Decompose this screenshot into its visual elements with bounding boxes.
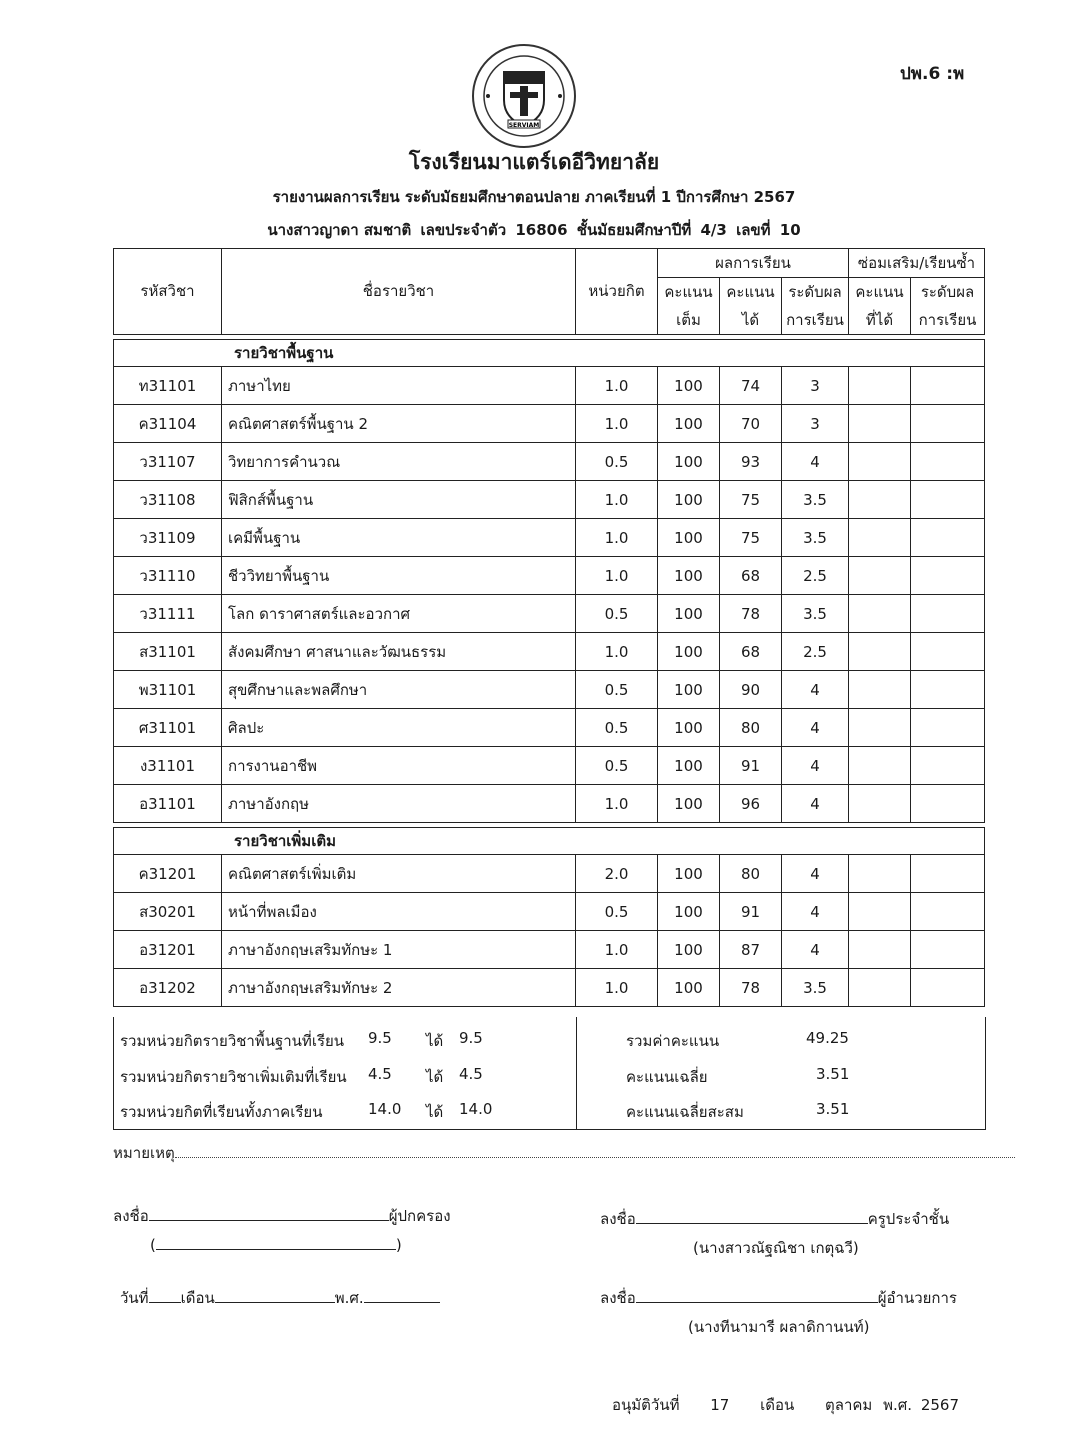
grade: 4 [782,893,849,931]
remedial-grade [911,855,985,893]
summary-gpa-label: คะแนนเฉลี่ย [626,1068,708,1086]
subject-code: ว31111 [114,595,222,633]
seal-motto: SERVIAM [508,122,540,129]
student-info [0,218,1068,242]
remedial-score [849,931,911,969]
subject-name: วิทยาการคำนวณ [222,443,576,481]
report-title: รายงานผลการเรียน ระดับมัธยมศึกษาตอนปลาย ภาคเรียนที่ 1 ปีการศึกษา 2567 [272,188,796,206]
score: 80 [720,855,782,893]
parent-sign-line [149,1204,389,1221]
remark-line [175,1145,1015,1158]
approval-month: ตุลาคม [825,1396,873,1414]
full-score: 100 [658,405,720,443]
director-signature [600,1286,957,1310]
subject-code: ค31104 [114,405,222,443]
table-row [114,855,985,893]
subject-name: ชีววิทยาพื้นฐาน [222,557,576,595]
grade: 4 [782,931,849,969]
table-row [114,443,985,481]
subject-name: เคมีพื้นฐาน [222,519,576,557]
score: 75 [720,519,782,557]
subject-code: ว31108 [114,481,222,519]
grade: 2.5 [782,633,849,671]
grade: 4 [782,709,849,747]
header-score-2: ได้ [720,306,782,335]
header-results: ผลการเรียน [658,249,849,278]
approval-date [612,1393,985,1417]
header-full-score: คะแนน [658,278,720,307]
remedial-grade [911,481,985,519]
grade: 2.5 [782,557,849,595]
full-score: 100 [658,969,720,1007]
credits: 1.0 [576,785,658,823]
parent-sign-label: ลงชื่อ [113,1207,149,1225]
date-blank [149,1286,181,1303]
summary-total-got-label: ได้ [426,1103,444,1121]
table-row [114,481,985,519]
summary-extra-studied: 4.5 [368,1065,392,1083]
header-grade: ระดับผล [782,278,849,307]
year-label: พ.ศ. [334,1289,364,1307]
summary-total-studied: 14.0 [368,1100,402,1118]
summary-gpa: 3.51 [816,1065,850,1083]
summary-cum-gpa: 3.51 [816,1100,850,1118]
score: 91 [720,893,782,931]
remedial-grade [911,709,985,747]
subject-code: ว31109 [114,519,222,557]
summary-extra-label: รวมหน่วยกิตรายวิชาเพิ่มเติมที่เรียน [120,1068,347,1086]
remedial-grade [911,595,985,633]
header-full-score-2: เต็ม [658,306,720,335]
grade: 4 [782,855,849,893]
table-row [114,747,985,785]
subject-code: ค31201 [114,855,222,893]
full-score: 100 [658,747,720,785]
score: 70 [720,405,782,443]
summary-points-label: รวมค่าคะแนน [626,1032,720,1050]
director-role: ผู้อำนวยการ [877,1289,957,1307]
table-row [114,785,985,823]
remedial-grade [911,747,985,785]
table-row [114,633,985,671]
score: 80 [720,709,782,747]
subject-name: หน้าที่พลเมือง [222,893,576,931]
credits: 0.5 [576,671,658,709]
teacher-role: ครูประจำชั้น [867,1210,950,1228]
group-title: รายวิชาพื้นฐาน [114,340,985,367]
credits: 0.5 [576,893,658,931]
credits: 1.0 [576,931,658,969]
approval-day: 17 [710,1396,730,1414]
score: 87 [720,931,782,969]
full-score: 100 [658,443,720,481]
credits: 1.0 [576,519,658,557]
subject-name: สังคมศึกษา ศาสนาและวัฒนธรรม [222,633,576,671]
group-title: รายวิชาเพิ่มเติม [114,828,985,855]
grade: 3.5 [782,519,849,557]
remedial-score [849,633,911,671]
summary-basic-label: รวมหน่วยกิตรายวิชาพื้นฐานที่เรียน [120,1032,345,1050]
credits: 0.5 [576,595,658,633]
remedial-score [849,893,911,931]
score: 68 [720,633,782,671]
table-row [114,671,985,709]
subject-code: ท31101 [114,367,222,405]
remedial-score [849,969,911,1007]
remark-label: หมายเหตุ [113,1144,175,1162]
credits: 0.5 [576,709,658,747]
credits: 1.0 [576,969,658,1007]
score: 91 [720,747,782,785]
remedial-score [849,747,911,785]
grade: 3 [782,405,849,443]
header-remedial-grade: ระดับผล [911,278,985,307]
table-row [114,405,985,443]
table-row [114,595,985,633]
teacher-sign-label: ลงชื่อ [600,1210,636,1228]
remedial-grade [911,557,985,595]
credits: 1.0 [576,405,658,443]
parent-role: ผู้ปกครอง [388,1207,451,1225]
full-score: 100 [658,595,720,633]
summary-extra-got: 4.5 [459,1065,483,1083]
remedial-score [849,519,911,557]
remedial-score [849,855,911,893]
parent-open-paren: ( [150,1236,156,1254]
remedial-score [849,443,911,481]
score: 78 [720,969,782,1007]
subject-name: ศิลปะ [222,709,576,747]
school-name: โรงเรียนมาแตร์เดอีวิทยาลัย [408,150,660,174]
approval-day-label: อนุมัติวันที่ [612,1396,680,1414]
student-name: นางสาวญาดา สมชาติ [267,221,412,239]
credits: 1.0 [576,481,658,519]
summary-extra-got-label: ได้ [426,1068,444,1086]
summary-divider [576,1017,577,1129]
table-row [114,969,985,1007]
score: 68 [720,557,782,595]
remedial-grade [911,405,985,443]
remedial-score [849,367,911,405]
header-remedial-score-2: ที่ได้ [849,306,911,335]
subject-code: ส31101 [114,633,222,671]
summary-points: 49.25 [806,1029,849,1047]
month-label: เดือน [180,1289,215,1307]
table-row [114,519,985,557]
subject-code: อ31202 [114,969,222,1007]
table-row [114,709,985,747]
director-name: (นางทีนามารี ผลาดิกานนท์) [688,1318,870,1336]
subject-name: คณิตศาสตร์เพิ่มเติม [222,855,576,893]
summary-basic-studied: 9.5 [368,1029,392,1047]
remedial-grade [911,785,985,823]
subject-code: อ31201 [114,931,222,969]
remedial-score [849,481,911,519]
remedial-score [849,785,911,823]
subject-code: ส30201 [114,893,222,931]
summary-basic-got: 9.5 [459,1029,483,1047]
remedial-grade [911,633,985,671]
table-row [114,931,985,969]
subject-code: พ31101 [114,671,222,709]
grade: 3.5 [782,481,849,519]
student-number: 10 [779,221,801,239]
parent-name-line [150,1233,402,1254]
remedial-grade [911,931,985,969]
full-score: 100 [658,367,720,405]
credits: 1.0 [576,557,658,595]
subject-code: อ31101 [114,785,222,823]
subject-name: สุขศึกษาและพลศึกษา [222,671,576,709]
table-row [114,367,985,405]
date-label: วันที่ [120,1289,149,1307]
summary-total-label: รวมหน่วยกิตที่เรียนทั้งภาคเรียน [120,1103,323,1121]
remedial-score [849,671,911,709]
subject-name: การงานอาชีพ [222,747,576,785]
header-credits: หน่วยกิต [576,249,658,335]
director-sign-label: ลงชื่อ [600,1289,636,1307]
score: 90 [720,671,782,709]
student-class: 4/3 [700,221,727,239]
full-score: 100 [658,481,720,519]
teacher-signature [600,1207,949,1231]
approval-month-label: เดือน [760,1396,795,1414]
grade: 3 [782,367,849,405]
grade: 4 [782,443,849,481]
director-sign-line [636,1286,878,1303]
full-score: 100 [658,785,720,823]
school-seal-icon [470,42,578,150]
remark [113,1141,1015,1165]
full-score: 100 [658,519,720,557]
remedial-grade [911,443,985,481]
credits: 1.0 [576,367,658,405]
credits: 0.5 [576,443,658,481]
remedial-score [849,405,911,443]
summary-cum-gpa-label: คะแนนเฉลี่ยสะสม [626,1103,744,1121]
grades-table [113,248,985,1007]
full-score: 100 [658,709,720,747]
grade: 3.5 [782,969,849,1007]
credits: 1.0 [576,633,658,671]
subject-name: ภาษาอังกฤษเสริมทักษะ 1 [222,931,576,969]
full-score: 100 [658,931,720,969]
parent-name-blank [156,1233,396,1250]
header-subject: ชื่อรายวิชา [222,249,576,335]
parent-signature [113,1204,451,1228]
header-grade-2: การเรียน [782,306,849,335]
subject-name: คณิตศาสตร์พื้นฐาน 2 [222,405,576,443]
approval-year-label: พ.ศ. [883,1396,913,1414]
summary-total-got: 14.0 [459,1100,493,1118]
subject-name: ภาษาอังกฤษ [222,785,576,823]
credits: 0.5 [576,747,658,785]
subject-code: ว31107 [114,443,222,481]
header-remedial: ซ่อมเสริม/เรียนซ้ำ [849,249,985,278]
grade: 3.5 [782,595,849,633]
month-blank [215,1286,335,1303]
group-header-row [114,340,985,367]
teacher-sign-line [636,1207,868,1224]
remedial-score [849,709,911,747]
summary-basic-got-label: ได้ [426,1032,444,1050]
date-line [120,1286,440,1310]
score: 93 [720,443,782,481]
header-score: คะแนน [720,278,782,307]
approval-year: 2567 [920,1396,960,1414]
table-row [114,557,985,595]
full-score: 100 [658,855,720,893]
grade: 4 [782,747,849,785]
subject-code: ง31101 [114,747,222,785]
student-number-label: เลขที่ [736,221,771,239]
remedial-grade [911,367,985,405]
group-header-row [114,828,985,855]
year-blank [364,1286,440,1303]
remedial-grade [911,893,985,931]
remedial-score [849,557,911,595]
score: 96 [720,785,782,823]
remedial-grade [911,969,985,1007]
remedial-grade [911,671,985,709]
header-code: รหัสวิชา [114,249,222,335]
score: 75 [720,481,782,519]
student-id-label: เลขประจำตัว [420,221,507,239]
remedial-score [849,595,911,633]
subject-code: ศ31101 [114,709,222,747]
full-score: 100 [658,671,720,709]
credits: 2.0 [576,855,658,893]
teacher-name: (นางสาวณัฐณิชา เกตุฉวี) [693,1239,859,1257]
student-class-label: ชั้นมัธยมศึกษาปีที่ [576,221,692,239]
full-score: 100 [658,633,720,671]
document-code: ปพ.6 :พ [900,64,965,84]
full-score: 100 [658,557,720,595]
header-remedial-score: คะแนน [849,278,911,307]
subject-name: โลก ดาราศาสตร์และอวกาศ [222,595,576,633]
remedial-grade [911,519,985,557]
student-id: 16806 [515,221,568,239]
grade: 4 [782,671,849,709]
subject-name: ภาษาไทย [222,367,576,405]
grade: 4 [782,785,849,823]
score: 78 [720,595,782,633]
score: 74 [720,367,782,405]
subject-name: ฟิสิกส์พื้นฐาน [222,481,576,519]
summary-box [113,1017,986,1130]
table-row [114,893,985,931]
parent-close-paren: ) [395,1236,402,1254]
subject-code: ว31110 [114,557,222,595]
full-score: 100 [658,893,720,931]
subject-name: ภาษาอังกฤษเสริมทักษะ 2 [222,969,576,1007]
header-remedial-grade-2: การเรียน [911,306,985,335]
